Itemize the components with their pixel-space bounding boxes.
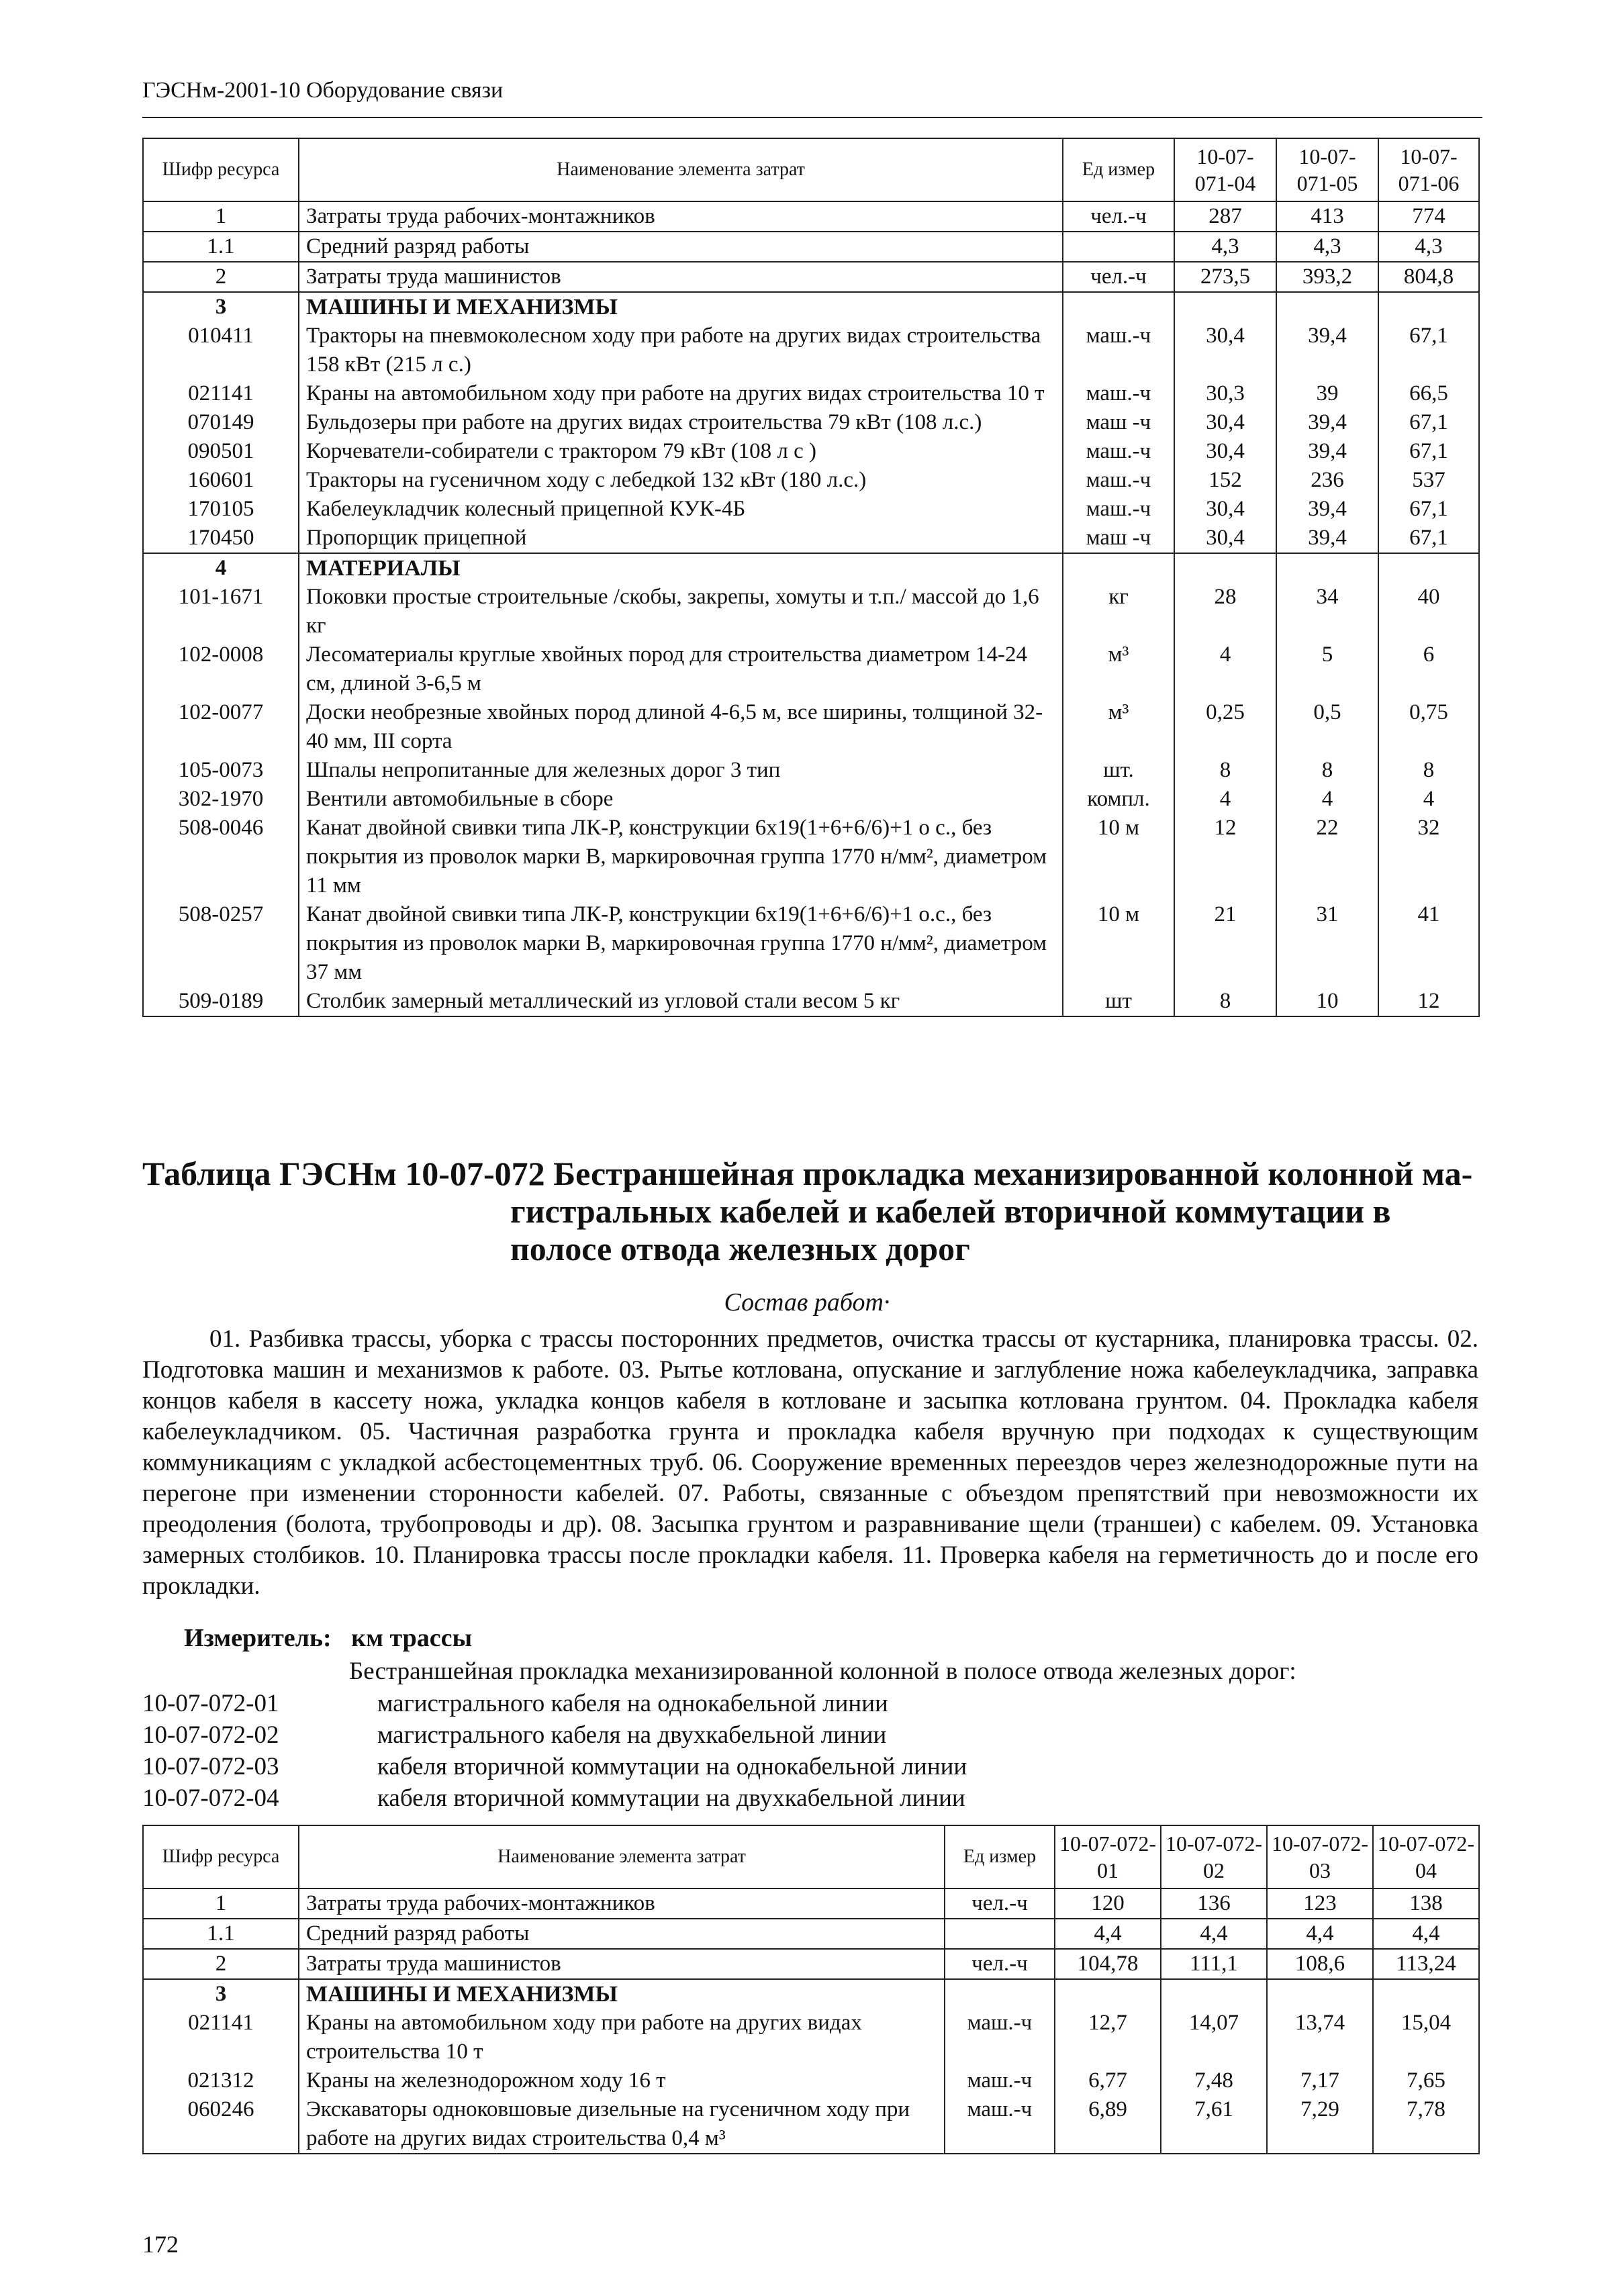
page-number: 172 (142, 2231, 179, 2258)
table-row: 102-0077 Доски необрезные хвойных пород длиной 4-6,5 м, все ширины, толщиной 32-40 мм, III сорта м³ 0,25 0,5 0,75 (143, 698, 1479, 756)
header-rule (142, 117, 1482, 118)
table-header-row (143, 1825, 1479, 1888)
table-title (142, 1155, 1478, 1267)
table-row: 1.1 Средний разряд работы 4,4 4,4 4,4 4,4 (143, 1919, 1479, 1949)
measure-value: км трассы (351, 1624, 473, 1652)
table-row: 021141 Краны на автомобильном ходу при работе на других видах строительства 10 т маш.-ч 12,7 14,07 13,74 15,04 (143, 2009, 1479, 2066)
col-header-name: Наименование элемента затрат (299, 1825, 945, 1888)
norm-description: магистрального кабеля на двухкабельной линии (377, 1721, 887, 1749)
norm-description: магистрального кабеля на однокабельной линии (377, 1690, 888, 1717)
table-row: 508-0046 Канат двойной свивки типа ЛК-Р, конструкции 6х19(1+6+6/6)+1 о с., без покрытия из проволок марки В, маркировочная группа 1770 н/мм², диаметром 11 мм 10 м 12 22 32 (143, 814, 1479, 900)
norm-description: кабеля вторичной коммутации на однокабельной линии (377, 1753, 967, 1780)
col-header-unit: Ед измер (1063, 138, 1174, 201)
table-row: 1 Затраты труда рабочих-монтажников чел.-ч 287 413 774 (143, 201, 1479, 232)
section-row-machines: 3 МАШИНЫ И МЕХАНИЗМЫ (143, 1979, 1479, 2009)
section-row-machines: 3 МАШИНЫ И МЕХАНИЗМЫ (143, 292, 1479, 322)
list-item (142, 1719, 967, 1751)
table-row: 105-0073 Шпалы непропитанные для железных дорог 3 тип шт. 8 8 8 (143, 756, 1479, 785)
list-item (142, 1688, 967, 1719)
table-row: 1.1 Средний разряд работы 4,3 4,3 4,3 (143, 232, 1479, 262)
norms-intro: Бестраншейная прокладка механизированной колонной в полосе отвода железных дорог: (349, 1658, 1296, 1685)
work-composition-label: Состав работ· (724, 1288, 890, 1317)
table-row: 509-0189 Столбик замерный металлический из угловой стали весом 5 кг шт 8 10 12 (143, 987, 1479, 1016)
col-header-norm: 10-07-072-04 (1373, 1825, 1479, 1888)
table-row: 170105 Кабелеукладчик колесный прицепной КУК-4Б маш.-ч 30,4 39,4 67,1 (143, 495, 1479, 524)
col-header-unit: Ед измер (945, 1825, 1055, 1888)
norm-description: кабеля вторичной коммутации на двухкабельной линии (377, 1784, 965, 1812)
col-header-norm: 10-07-071-04 (1174, 138, 1276, 201)
table-row: 021312 Краны на железнодорожном ходу 16 т маш.-ч 6,77 7,48 7,17 7,65 (143, 2066, 1479, 2095)
measure-line (184, 1623, 472, 1653)
table-row: 2 Затраты труда машинистов чел.-ч 273,5 393,2 804,8 (143, 262, 1479, 292)
table-row: 160601 Тракторы на гусеничном ходу с лебедкой 132 кВт (180 л.с.) маш.-ч 152 236 537 (143, 466, 1479, 495)
table-row: 101-1671 Поковки простые строительные /скобы, закрепы, хомуты и т.п./ массой до 1,6 кг кг 28 34 40 (143, 583, 1479, 640)
table-row: 021141 Краны на автомобильном ходу при работе на других видах строительства 10 т маш.-ч 30,3 39 66,5 (143, 379, 1479, 408)
list-item (142, 1751, 967, 1782)
col-header-code: Шифр ресурса (143, 138, 299, 201)
resource-table-071 (142, 138, 1480, 1017)
norm-code: 10-07-072-03 (142, 1753, 279, 1780)
col-header-name: Наименование элемента затрат (299, 138, 1063, 201)
work-composition-text: 01. Разбивка трассы, уборка с трассы посторонних предметов, очистка трассы от кустарника, планировка трассы. 02. Подготовка машин и механизмов к работе. 03. Рытье котлована, опускание и заглубление ножа кабелеукладчика, заправка концов кабеля в кассету ножа, укладка концов кабеля в котловане и засыпка котлована грунтом. 04. Прокладка кабеля кабелеукладчиком. 05. Частичная разработка грунта и прокладка кабеля вручную при подходах к существующим коммуникациям с укладкой асбестоцементных труб. 06. Сооружение временных переездов через железнодорожные пути на перегоне при изменении сторонности кабелей. 07. Работы, связанные с объездом препятствий при невозможности их преодоления (болота, трубопроводы и др). 08. Засыпка грунтом и разравнивание щели (траншеи) с кабелем. 09. Установка замерных столбиков. 10. Планировка трассы после прокладки кабеля. 11. Проверка кабеля на герметичность до и после его прокладки. (142, 1325, 1478, 1600)
col-header-norm: 10-07-072-02 (1161, 1825, 1267, 1888)
table-row: 010411 Тракторы на пневмоколесном ходу при работе на других видах строительства 158 кВт (215 л с.) маш.-ч 30,4 39,4 67,1 (143, 322, 1479, 379)
col-header-norm: 10-07-072-01 (1055, 1825, 1161, 1888)
col-header-code: Шифр ресурса (143, 1825, 299, 1888)
table-row: 060246 Экскаваторы одноковшовые дизельные на гусеничном ходу при работе на других видах строительства 0,4 м³ маш.-ч 6,89 7,61 7,29 7,78 (143, 2095, 1479, 2154)
table-row: 1 Затраты труда рабочих-монтажников чел.-ч 120 136 123 138 (143, 1888, 1479, 1919)
resource-table-072 (142, 1825, 1480, 2154)
table-title-line: гистральных кабелей и кабелей вторичной коммутации в (510, 1192, 1391, 1230)
table-row: 2 Затраты труда машинистов чел.-ч 104,78 111,1 108,6 113,24 (143, 1949, 1479, 1979)
section-row-materials: 4 МАТЕРИАЛЫ (143, 553, 1479, 583)
table-header-row (143, 138, 1479, 201)
table-row: 090501 Корчеватели-собиратели с трактором 79 кВт (108 л с ) маш.-ч 30,4 39,4 67,1 (143, 437, 1479, 466)
measure-label: Измеритель: (184, 1624, 332, 1652)
norm-code: 10-07-072-01 (142, 1690, 279, 1717)
table-row: 102-0008 Лесоматериалы круглые хвойных пород для строительства диаметром 14-24 см, длиной 3-6,5 м м³ 4 5 6 (143, 640, 1479, 698)
table-row: 302-1970 Вентили автомобильные в сборе компл. 4 4 4 (143, 785, 1479, 814)
table-row: 070149 Бульдозеры при работе на других видах строительства 79 кВт (108 л.с.) маш -ч 30,4 39,4 67,1 (143, 408, 1479, 437)
norm-code: 10-07-072-04 (142, 1784, 279, 1812)
list-item (142, 1782, 967, 1814)
table-row: 508-0257 Канат двойной свивки типа ЛК-Р, конструкции 6х19(1+6+6/6)+1 о.с., без покрытия из проволок марки В, маркировочная группа 1770 н/мм², диаметром 37 мм 10 м 21 31 41 (143, 900, 1479, 987)
norm-code-list (142, 1688, 967, 1814)
col-header-norm: 10-07-072-03 (1267, 1825, 1373, 1888)
running-header: ГЭСНм-2001-10 Оборудование связи (142, 78, 504, 103)
norm-code: 10-07-072-02 (142, 1721, 279, 1749)
col-header-norm: 10-07-071-06 (1378, 138, 1479, 201)
col-header-norm: 10-07-071-05 (1276, 138, 1378, 201)
table-title-line: полосе отвода железных дорог (510, 1230, 970, 1267)
table-title-line: Таблица ГЭСНм 10-07-072 Бестраншейная прокладка механизированной колонной ма- (142, 1155, 1473, 1192)
table-row: 170450 Пропорщик прицепной маш -ч 30,4 39,4 67,1 (143, 524, 1479, 553)
